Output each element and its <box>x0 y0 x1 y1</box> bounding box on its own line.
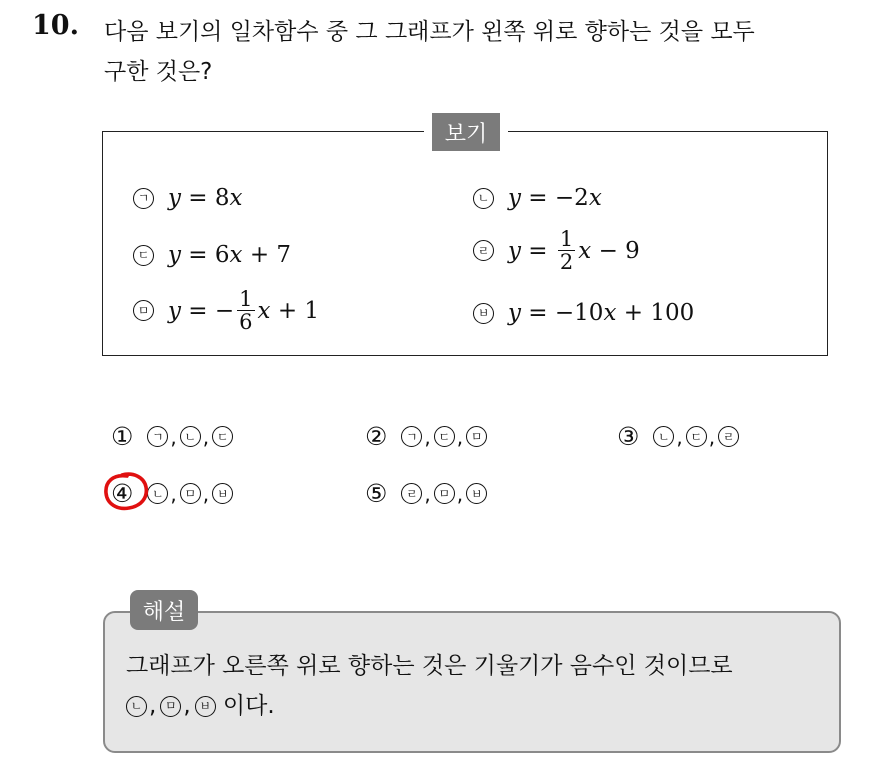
circled-mark: ㄴ <box>126 696 147 717</box>
question-line-1: 다음 보기의 일차함수 중 그 그래프가 왼쪽 위로 향하는 것을 모두 <box>104 19 755 45</box>
circled-mark: ㅂ <box>466 483 487 504</box>
bogi-item-d <box>473 228 640 273</box>
equals-sign: = <box>521 185 555 211</box>
circled-mark-digeut: ㄷ <box>133 245 154 266</box>
var-x: x <box>578 237 592 264</box>
var-y: y <box>508 300 521 326</box>
circled-mark: ㅁ <box>180 483 201 504</box>
choice-1[interactable]: ① ㄱ , ㄴ , ㄷ <box>111 422 233 451</box>
coefficient: −2 <box>554 185 589 211</box>
var-y: y <box>508 185 521 211</box>
bogi-item-a <box>133 185 243 211</box>
circled-mark: ㄴ <box>147 483 168 504</box>
circled-mark: ㅂ <box>212 483 233 504</box>
circled-mark-giyeok: ㄱ <box>133 188 154 209</box>
question-text <box>104 12 874 92</box>
equals-sign: = <box>181 242 215 268</box>
fraction <box>558 228 575 273</box>
bogi-item-b <box>473 185 602 211</box>
choice-number: ④ <box>111 479 134 508</box>
bogi-item-e <box>133 288 319 333</box>
circled-mark-mieum: ㅁ <box>133 300 154 321</box>
bogi-item-f <box>473 300 694 326</box>
choice-number: ① <box>111 422 134 451</box>
constant-term: − 9 <box>591 237 640 264</box>
choice-5[interactable]: ⑤ ㄹ , ㅁ , ㅂ <box>365 479 487 508</box>
constant-term: + 7 <box>242 242 292 268</box>
var-y: y <box>168 242 181 268</box>
circled-mark: ㅁ <box>466 426 487 447</box>
solution-label: 해설 <box>130 590 198 630</box>
choice-3[interactable]: ③ ㄴ , ㄷ , ㄹ <box>617 422 739 451</box>
answer-circle-mark <box>101 468 153 516</box>
equals-minus-sign: = − <box>181 297 235 324</box>
var-x: x <box>229 185 243 211</box>
fraction-denominator: 2 <box>559 250 574 274</box>
circled-mark: ㄹ <box>718 426 739 447</box>
fraction <box>237 288 254 333</box>
var-y: y <box>508 237 521 264</box>
solution-line-2: ㄴ , ㅁ , ㅂ 이다. <box>126 686 826 726</box>
circled-mark: ㄹ <box>401 483 422 504</box>
coefficient: 8 <box>214 185 230 211</box>
constant-term: + 1 <box>270 297 320 324</box>
equals-sign: = <box>521 237 555 264</box>
choice-number: ② <box>365 422 388 451</box>
circled-mark: ㄱ <box>147 426 168 447</box>
bogi-item-c <box>133 242 291 268</box>
circled-mark: ㅁ <box>160 696 181 717</box>
var-x: x <box>588 185 602 211</box>
circled-mark: ㄷ <box>434 426 455 447</box>
var-x: x <box>229 242 243 268</box>
choice-4[interactable]: ④ ㄴ , ㅁ , ㅂ <box>111 479 233 508</box>
question-line-2: 구한 것은? <box>104 59 213 85</box>
circled-mark: ㄱ <box>401 426 422 447</box>
var-x: x <box>257 297 271 324</box>
fraction-denominator: 6 <box>239 310 253 334</box>
circled-mark: ㅁ <box>434 483 455 504</box>
choice-number: ⑤ <box>365 479 388 508</box>
equals-sign: = <box>181 185 215 211</box>
bogi-label: 보기 <box>432 113 500 151</box>
circled-mark-rieul: ㄹ <box>473 240 494 261</box>
var-y: y <box>168 185 181 211</box>
var-y: y <box>168 297 181 324</box>
constant-term: + 100 <box>616 300 695 326</box>
coefficient: −10 <box>554 300 604 326</box>
circled-mark-nieun: ㄴ <box>473 188 494 209</box>
coefficient: 6 <box>214 242 230 268</box>
circled-mark: ㄷ <box>686 426 707 447</box>
circled-mark: ㄴ <box>180 426 201 447</box>
solution-text <box>126 646 826 726</box>
fraction-numerator: 1 <box>239 287 253 311</box>
fraction-numerator: 1 <box>559 227 574 251</box>
circled-mark: ㅂ <box>195 696 216 717</box>
question-number: 10. <box>32 10 79 41</box>
choice-number: ③ <box>617 422 640 451</box>
circled-mark-bieup: ㅂ <box>473 303 494 324</box>
circled-mark: ㄷ <box>212 426 233 447</box>
var-x: x <box>603 300 617 326</box>
circled-mark: ㄴ <box>653 426 674 447</box>
choice-2[interactable]: ② ㄱ , ㄷ , ㅁ <box>365 422 487 451</box>
solution-line-2-tail: 이다. <box>215 693 275 719</box>
solution-line-1: 그래프가 오른쪽 위로 향하는 것은 기울기가 음수인 것이므로 <box>126 653 733 679</box>
equals-sign: = <box>521 300 555 326</box>
